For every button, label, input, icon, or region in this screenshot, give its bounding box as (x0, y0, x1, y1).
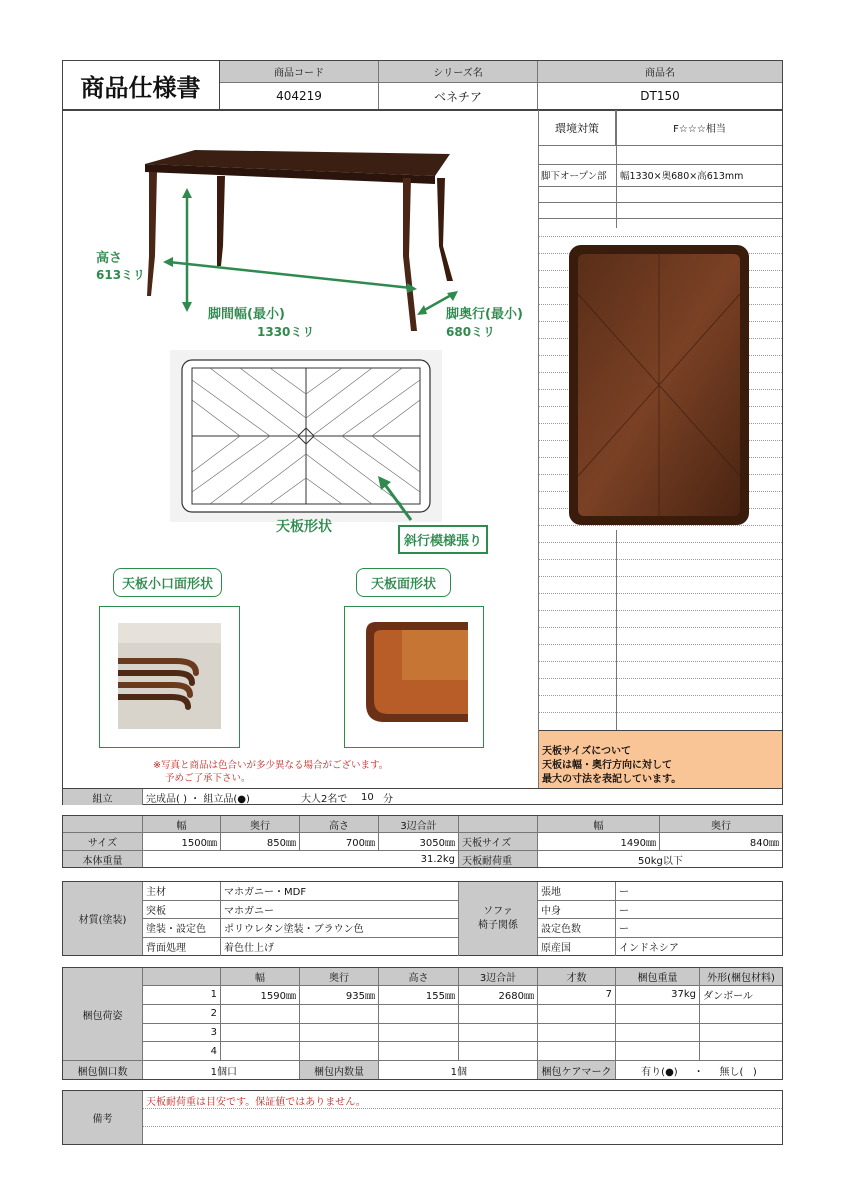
packing-cell-sai (538, 1024, 616, 1043)
divider (539, 218, 782, 219)
divider (538, 110, 539, 788)
top-head-empty (459, 816, 538, 833)
material-value: ポリウレタン塗装・ブラウン色 (221, 919, 459, 938)
divider (539, 627, 782, 628)
sofa-label-line: 椅子関係 (478, 919, 518, 931)
height-value: 613ミリ (96, 268, 146, 282)
material-key: 塗装・設定色 (143, 919, 221, 938)
remarks-label: 備考 (63, 1091, 143, 1144)
top-size-d: 840㎜ (660, 833, 782, 851)
material-group-label: 材質(塗装) (63, 882, 143, 955)
size-w: 1500㎜ (143, 833, 221, 851)
size-d: 850㎜ (221, 833, 300, 851)
packing-cell-w: 1590㎜ (221, 986, 300, 1005)
sofa-key: 原産国 (538, 938, 616, 957)
packing-cell-sum (459, 1005, 538, 1024)
packing-cell-h (379, 1024, 459, 1043)
packing-head: 才数 (538, 968, 616, 986)
assembly-value: 完成品( ) ・ 組立品(●) (146, 793, 250, 805)
packing-cell-d (300, 1042, 379, 1061)
packing-cell-sum (459, 1042, 538, 1061)
assembly-people: 大人2名で (301, 793, 348, 805)
packing-cell-kg (616, 1024, 700, 1043)
packing-head: 3辺合計 (459, 968, 538, 986)
leg-value: 幅1330×奥680×高613mm (620, 171, 744, 182)
packing-cell-sum (459, 1024, 538, 1043)
pattern-label: 斜行模様張り (398, 525, 488, 554)
load-label: 天板耐荷重 (459, 851, 538, 867)
assembly-label: 組立 (63, 789, 143, 805)
packing-cell-mat (700, 1024, 782, 1043)
sofa-value: ー (616, 901, 782, 920)
assembly-time: 10 (361, 791, 374, 803)
inner-label: 梱包内数量 (300, 1061, 379, 1079)
size-head-w: 幅 (143, 816, 221, 833)
divider (539, 576, 782, 577)
packing-head-empty (143, 968, 221, 986)
packing-cell-h: 155㎜ (379, 986, 459, 1005)
surface-label: 天板面形状 (356, 568, 451, 597)
width-value: 1330ミリ (257, 325, 315, 339)
packing-head: 梱包重量 (616, 968, 700, 986)
divider (143, 1126, 782, 1127)
divider (539, 542, 782, 543)
size-sum: 3050㎜ (379, 833, 459, 851)
top-shape-label: 天板形状 (276, 519, 332, 535)
depth-label: 脚奥行(最小) (446, 307, 523, 322)
doc-title: 商品仕様書 (62, 60, 220, 110)
divider (539, 610, 782, 611)
packing-cell-h (379, 1042, 459, 1061)
size-head-d: 奥行 (221, 816, 300, 833)
packing-cell-sai (538, 1042, 616, 1061)
packing-cell-kg (616, 1005, 700, 1024)
packing-cell-sai (538, 1005, 616, 1024)
load-value: 50kg以下 (638, 855, 683, 867)
packing-group-label: 梱包荷姿 (63, 968, 143, 1061)
assembly-unit: 分 (383, 793, 393, 805)
packing-cell-d (300, 1005, 379, 1024)
packing-cell-sai: 7 (538, 986, 616, 1005)
sofa-value: インドネシア (619, 943, 679, 955)
packing-head: 高さ (379, 968, 459, 986)
packing-head: 外形(梱包材料) (700, 968, 782, 986)
packing-cell-mat (700, 1005, 782, 1024)
sofa-key: 設定色数 (538, 919, 616, 938)
divider (539, 661, 782, 662)
divider (539, 559, 782, 560)
table-drawing (135, 146, 465, 336)
size-head-sum: 3辺合計 (379, 816, 459, 833)
top-head-w: 幅 (538, 816, 660, 833)
sofa-key: 中身 (538, 901, 616, 920)
sofa-label-line: ソファ (483, 905, 513, 917)
packing-cell-w (221, 1042, 300, 1061)
depth-value: 680ミリ (446, 325, 496, 339)
disclaimer-line-2: 予めご了承下さい。 (165, 773, 251, 784)
material-value: 着色仕上げ (221, 938, 459, 957)
count-label: 梱包個口数 (63, 1061, 143, 1079)
packing-cell-d (300, 1024, 379, 1043)
sofa-key: 張地 (538, 882, 616, 901)
leg-label: 脚下オープン部 (541, 171, 607, 182)
size-note-line: 天板サイズについて (542, 746, 631, 757)
divider (143, 1108, 782, 1109)
packing-cell-w (221, 1005, 300, 1024)
packing-cell-no: 1 (143, 986, 221, 1005)
care-value: 有り(●) ・ 無し( ) (641, 1066, 757, 1078)
name-label: 商品名 (538, 61, 782, 83)
packing-cell-d: 935㎜ (300, 986, 379, 1005)
size-note-line: 最大の寸法を表記しています。 (542, 774, 682, 785)
remarks-text: 天板耐荷重は目安です。保証値ではありません。 (146, 1097, 366, 1108)
packing-cell-no: 3 (143, 1024, 221, 1043)
series-value: ベネチア (379, 83, 538, 109)
top-size-label: 天板サイズ (459, 833, 538, 851)
width-label: 脚間幅(最小) (208, 307, 285, 322)
top-size-w: 1490㎜ (538, 833, 660, 851)
code-label: 商品コード (220, 61, 379, 83)
edge-photo (118, 623, 221, 729)
env-label: 環境対策 (539, 110, 616, 146)
divider (539, 644, 782, 645)
edge-label: 天板小口面形状 (113, 568, 222, 597)
packing-cell-h (379, 1005, 459, 1024)
sofa-value: ー (616, 882, 782, 901)
packing-cell-sum: 2680㎜ (459, 986, 538, 1005)
packing-cell-w (221, 1024, 300, 1043)
packing-head: 幅 (221, 968, 300, 986)
sofa-value: ー (616, 919, 782, 938)
packing-cell-no: 4 (143, 1042, 221, 1061)
top-head-d: 奥行 (660, 816, 782, 833)
height-label: 高さ (96, 251, 123, 266)
name-value: DT150 (640, 89, 680, 103)
series-label: シリーズ名 (379, 61, 538, 83)
pattern-pointer (375, 474, 415, 528)
material-key: 主材 (143, 882, 221, 901)
count-value: 1個口 (143, 1061, 300, 1079)
env-value: F☆☆☆相当 (617, 110, 782, 146)
divider (539, 164, 782, 165)
care-label: 梱包ケアマーク (538, 1061, 616, 1079)
size-note (539, 731, 782, 788)
packing-cell-mat: ダンボール (700, 986, 782, 1005)
divider (539, 186, 782, 187)
divider (539, 593, 782, 594)
packing-head: 奥行 (300, 968, 379, 986)
code-value: 404219 (220, 83, 379, 109)
divider (539, 236, 782, 237)
packing-cell-mat (700, 1042, 782, 1061)
divider (539, 712, 782, 713)
material-value: マホガニー・MDF (221, 882, 459, 901)
packing-cell-no: 2 (143, 1005, 221, 1024)
sofa-label (459, 882, 538, 955)
divider (539, 678, 782, 679)
disclaimer-line-1: ※写真と商品は色合いが多少異なる場合がございます。 (153, 760, 389, 771)
material-value: マホガニー (221, 901, 459, 920)
weight-label: 本体重量 (63, 851, 143, 867)
size-label: サイズ (63, 833, 143, 851)
divider (539, 695, 782, 696)
size-note-line: 天板は幅・奥行方向に対して (542, 760, 672, 771)
material-key: 突板 (143, 901, 221, 920)
size-head-empty (63, 816, 143, 833)
material-key: 背面処理 (143, 938, 221, 957)
weight-value: 31.2kg (143, 851, 459, 867)
divider (616, 530, 617, 730)
divider (539, 202, 782, 203)
size-head-h: 高さ (300, 816, 379, 833)
tabletop-photo (568, 244, 750, 526)
surface-photo (362, 622, 468, 728)
packing-cell-kg: 37kg (616, 986, 700, 1005)
packing-cell-kg (616, 1042, 700, 1061)
inner-value: 1個 (379, 1061, 538, 1079)
size-h: 700㎜ (300, 833, 379, 851)
